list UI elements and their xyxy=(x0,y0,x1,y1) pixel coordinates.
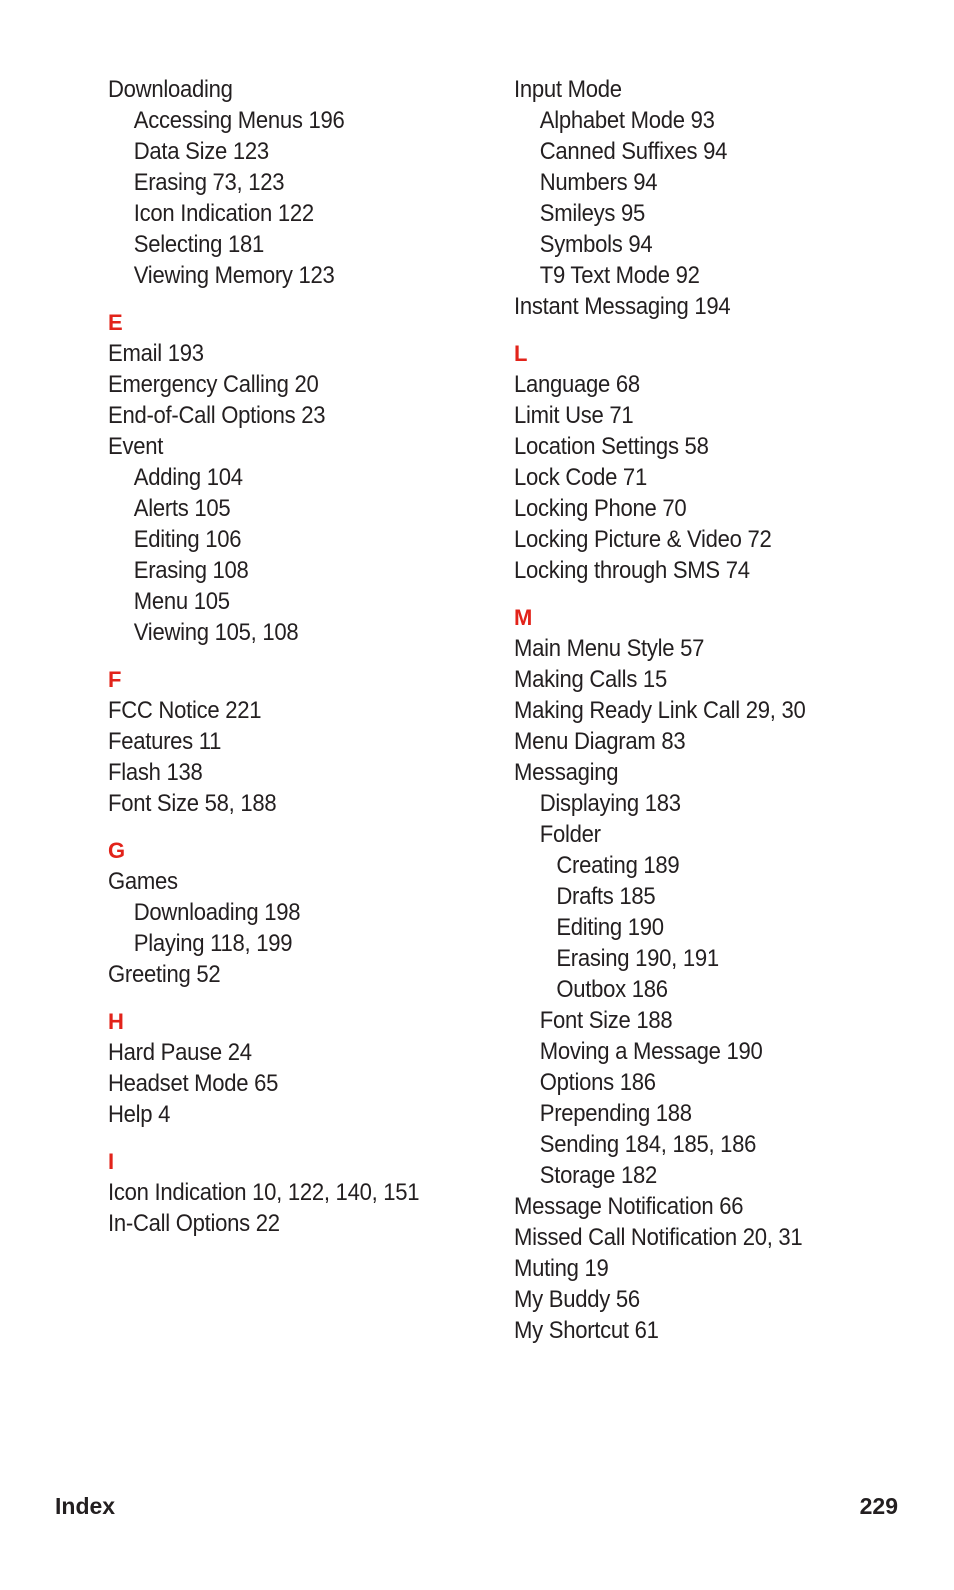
index-entry: Language 68 xyxy=(514,371,640,398)
footer-section-title: Index xyxy=(55,1493,116,1519)
index-subentry: Creating 189 xyxy=(556,852,680,879)
index-entry: Locking Phone 70 xyxy=(514,495,687,522)
index-letter-heading: H xyxy=(108,1009,124,1034)
footer-page-number: 229 xyxy=(859,1493,898,1519)
index-subentry: Data Size 123 xyxy=(133,138,269,165)
index-subentry: Alphabet Mode 93 xyxy=(539,107,715,134)
index-entry: Menu Diagram 83 xyxy=(514,728,686,755)
index-subentry: Font Size 188 xyxy=(539,1007,673,1034)
index-letter-heading: L xyxy=(514,341,528,366)
index-entry: Input Mode xyxy=(514,76,622,103)
index-entry: Main Menu Style 57 xyxy=(514,635,705,662)
index-entry: Emergency Calling 20 xyxy=(108,371,319,398)
index-subentry: Adding 104 xyxy=(133,464,243,491)
index-entry: Headset Mode 65 xyxy=(108,1070,279,1097)
index-entry: Icon Indication 10, 122, 140, 151 xyxy=(108,1179,420,1206)
index-entry: Lock Code 71 xyxy=(514,464,647,491)
index-subentry: Options 186 xyxy=(539,1069,656,1096)
index-entry: Downloading xyxy=(108,76,233,103)
index-subentry: Prepending 188 xyxy=(539,1100,692,1127)
index-subentry: Smileys 95 xyxy=(539,200,645,227)
index-subentry: Symbols 94 xyxy=(539,231,653,258)
index-entry: Message Notification 66 xyxy=(514,1193,744,1220)
index-subentry: Numbers 94 xyxy=(539,169,658,196)
index-entry: End-of-Call Options 23 xyxy=(108,402,326,429)
index-entry: Instant Messaging 194 xyxy=(514,293,731,320)
index-subentry: T9 Text Mode 92 xyxy=(539,262,700,289)
index-subentry: Menu 105 xyxy=(133,588,230,615)
index-subentry: Erasing 73, 123 xyxy=(133,169,285,196)
index-entry: Missed Call Notification 20, 31 xyxy=(514,1224,803,1251)
index-subentry: Alerts 105 xyxy=(133,495,231,522)
index-subentry: Editing 106 xyxy=(133,526,242,553)
index-subentry: Icon Indication 122 xyxy=(133,200,314,227)
index-entry: Features 11 xyxy=(108,728,222,755)
index-entry: Limit Use 71 xyxy=(514,402,634,429)
index-subentry: Editing 190 xyxy=(556,914,664,941)
index-entry: Making Ready Link Call 29, 30 xyxy=(514,697,806,724)
index-column-left xyxy=(108,74,498,1239)
index-entry: Font Size 58, 188 xyxy=(108,790,277,817)
index-entry: My Buddy 56 xyxy=(514,1286,640,1313)
index-entry: Muting 19 xyxy=(514,1255,609,1282)
index-letter-heading: E xyxy=(108,310,123,335)
index-entry: Email 193 xyxy=(108,340,204,367)
index-subentry: Storage 182 xyxy=(539,1162,658,1189)
index-subentry: Outbox 186 xyxy=(556,976,668,1003)
index-entry: Greeting 52 xyxy=(108,961,221,988)
index-entry: In-Call Options 22 xyxy=(108,1210,280,1237)
index-entry: Locking Picture & Video 72 xyxy=(514,526,772,553)
index-entry: Flash 138 xyxy=(108,759,203,786)
index-entry: Games xyxy=(108,868,178,895)
index-subentry: Downloading 198 xyxy=(133,899,301,926)
index-subentry: Erasing 108 xyxy=(133,557,249,584)
index-entry: Messaging xyxy=(514,759,619,786)
index-letter-heading: M xyxy=(514,605,533,630)
index-entry: Location Settings 58 xyxy=(514,433,709,460)
index-subentry: Drafts 185 xyxy=(556,883,656,910)
index-subentry: Accessing Menus 196 xyxy=(133,107,345,134)
index-subentry: Sending 184, 185, 186 xyxy=(539,1131,757,1158)
index-subentry: Viewing Memory 123 xyxy=(133,262,335,289)
index-subentry: Canned Suffixes 94 xyxy=(539,138,728,165)
index-entry: My Shortcut 61 xyxy=(514,1317,659,1344)
index-entry: Help 4 xyxy=(108,1101,171,1128)
index-entry: Making Calls 15 xyxy=(514,666,667,693)
index-entry: Locking through SMS 74 xyxy=(514,557,750,584)
index-subentry: Erasing 190, 191 xyxy=(556,945,719,972)
index-subentry: Moving a Message 190 xyxy=(539,1038,763,1065)
index-subentry: Viewing 105, 108 xyxy=(133,619,299,646)
index-letter-heading: G xyxy=(108,838,126,863)
index-column-right xyxy=(514,74,934,1346)
index-entry: Hard Pause 24 xyxy=(108,1039,252,1066)
index-subentry: Folder xyxy=(539,821,601,848)
index-subentry: Selecting 181 xyxy=(133,231,264,258)
index-entry: Event xyxy=(108,433,164,460)
index-entry: FCC Notice 221 xyxy=(108,697,262,724)
index-letter-heading: F xyxy=(108,667,122,692)
index-subentry: Displaying 183 xyxy=(539,790,681,817)
index-subentry: Playing 118, 199 xyxy=(133,930,293,957)
index-letter-heading: I xyxy=(108,1149,115,1174)
